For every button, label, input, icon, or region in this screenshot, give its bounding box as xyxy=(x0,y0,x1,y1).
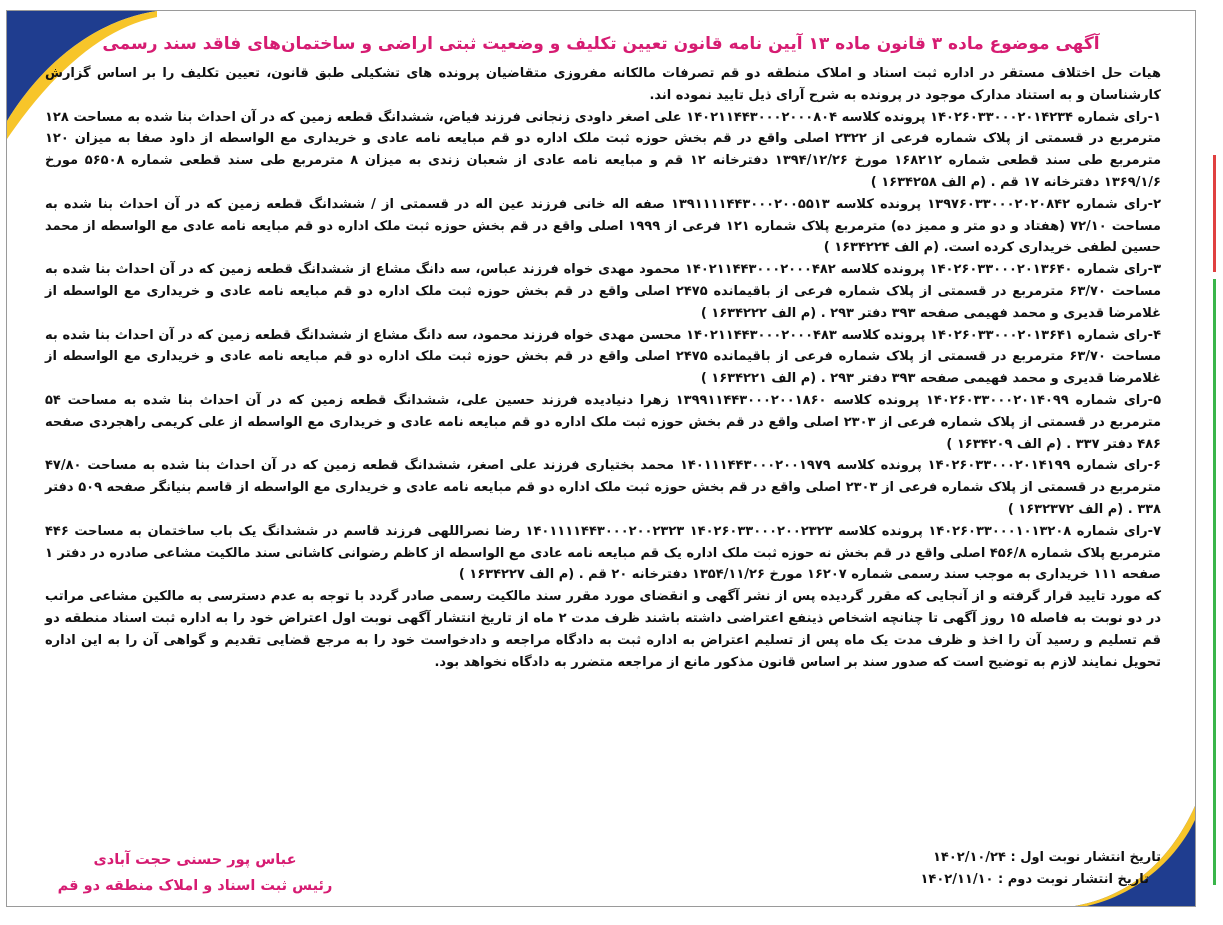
signatory-position: رئیس ثبت اسناد و املاک منطقه دو قم xyxy=(57,878,333,894)
notice-body xyxy=(45,63,1161,673)
ruling-2: ۲-رای شماره ۱۳۹۷۶۰۳۳۰۰۰۲۰۲۰۸۴۲ پرونده کلاسه ۱۳۹۱۱۱۱۴۴۳۰۰۰۲۰۰۵۵۱۳ صفه اله خانی فرزند عین اله در قسمتی از / ششدانگ قطعه زمین که در آن احداث بنا شده به مساحت ۷۲/۱۰ (هفتاد و دو متر و ممیز ده) مترمربع پلاک شماره ۱۲۱ فرعی از ۱۹۹۹ اصلی واقع در قم بخش حوزه ثبت ملک اداره دو قم مبایعه نامه عادی مع الواسطه از محمد حسین لطفی خریداری کرده است. (م الف ۱۶۳۴۲۲۴ ) xyxy=(45,196,1162,256)
ruling-4: ۴-رای شماره ۱۴۰۲۶۰۳۳۰۰۰۲۰۱۳۶۴۱ پرونده کلاسه ۱۴۰۲۱۱۴۴۳۰۰۰۲۰۰۰۴۸۳ محسن مهدی خواه فرزند محمود، سه دانگ مشاع از ششدانگ قطعه زمین که در آن احداث بنا شده به مساحت ۶۳/۷۰ مترمربع در قسمتی از پلاک شماره فرعی از باقیمانده ۲۴۷۵ اصلی واقع در قم بخش حوزه ثبت ملک اداره دو قم مبایعه نامه عادی و خریداری مع الواسطه از غلامرضا قدیری و محمد فهیمی صفحه ۳۹۳ دفتر ۲۹۳ . (م الف ۱۶۳۴۲۲۱ ) xyxy=(45,327,1161,387)
legal-notice xyxy=(6,10,1196,907)
ruling-6: ۶-رای شماره ۱۴۰۲۶۰۳۳۰۰۰۲۰۱۴۱۹۹ پرونده کلاسه ۱۴۰۱۱۱۴۴۳۰۰۰۲۰۰۱۹۷۹ محمد بختیاری فرزند علی اصغر، ششدانگ قطعه زمین که در آن احداث بنا شده به مساحت ۴۷/۸۰ مترمربع در قسمتی از پلاک شماره فرعی از ۲۳۰۳ اصلی واقع در قم بخش حوزه ثبت ملک اداره دو قم مبایعه نامه عادی و خریداری مع الواسطه از قاسم بنیانگر صفحه ۵۰۹ دفتر ۳۳۸ . (م الف ۱۶۳۲۳۷۲ ) xyxy=(45,458,1162,517)
publication-dates xyxy=(461,847,1161,891)
ruling-3: ۳-رای شماره ۱۴۰۲۶۰۳۳۰۰۰۲۰۱۳۶۴۰ پرونده کلاسه ۱۴۰۲۱۱۴۴۳۰۰۰۲۰۰۰۴۸۲ محمود مهدی خواه فرزند عباس، سه دانگ مشاع از ششدانگ قطعه زمین که در آن احداث بنا شده به مساحت ۶۳/۷۰ مترمربع در قسمتی از پلاک شماره فرعی از باقیمانده ۲۴۷۵ اصلی واقع در قم بخش حوزه ثبت ملک اداره دو قم مبایعه نامه عادی و خریداری مع الواسطه از غلامرضا قدیری و محمد فهیمی صفحه ۳۹۳ دفتر ۲۹۳ . (م الف ۱۶۳۴۲۲۲ ) xyxy=(45,262,1162,321)
signature-block xyxy=(45,847,345,899)
notice-footer xyxy=(45,841,1161,901)
signatory-name: عباس پور حسنی حجت آبادی xyxy=(93,852,297,868)
first-publication-date: تاریخ انتشار نوبت اول : ۱۴۰۲/۱۰/۲۴ xyxy=(932,850,1161,865)
ruling-7: ۷-رای شماره ۱۴۰۲۶۰۳۳۰۰۰۱۰۱۳۲۰۸ پرونده کلاسه ۱۴۰۲۶۰۳۳۰۰۰۲۰۰۲۳۲۳ ۱۴۰۱۱۱۱۴۴۳۰۰۰۲۰۰۲۳۲۳ رضا نصراللهی فرزند قاسم در ششدانگ یک باب ساختمان به مساحت ۴۴۶ مترمربع پلاک شماره ۴۵۶/۸ اصلی واقع در قم بخش نه حوزه ثبت ملک اداره یک قم مبایعه نامه عادی مع الواسطه از کاظم رضوانی کاشانی سند مالکیت مشاعی صادره در دفتر ۱ صفحه ۱۱۱ خریداری به موجب سند رسمی شماره ۱۶۲۰۷ مورخ ۱۳۵۴/۱۱/۲۶ دفترخانه ۲۰ قم . (م الف ۱۶۳۴۲۲۷ ) xyxy=(45,523,1161,583)
second-publication-date: تاریخ انتشار نوبت دوم : ۱۴۰۲/۱۱/۱۰ xyxy=(920,872,1149,887)
side-color-strip xyxy=(1213,155,1216,885)
closing-paragraph: که مورد تایید قرار گرفته و از آنجایی که مقرر گردیده پس از نشر آگهی و انقضای مورد مقرر سند مالکیت رسمی صادر گردد با توجه به عدم دسترسی به مالکین مشاعی مراتب در دو نوبت به فاصله ۱۵ روز آگهی تا چنانچه اشخاص ذینفع اعتراضی داشته باشند ظرف مدت ۲ ماه از تاریخ انتشار آگهی نوبت اول اعتراض خود را به اداره ثبت اسناد منطقه دو قم تسلیم و رسید آن را اخذ و ظرف مدت یک ماه پس از تسلیم اعتراض به اداره ثبت به دادگاه مراجعه و دادخواست خود را به مرجع قضایی تقدیم و گواهی آن را به این اداره تحویل نمایند لازم به توضیح است که صدور سند بر اساس قانون مذکور مانع از مراجعه متضرر به دادگاه نخواهد بود. xyxy=(45,589,1162,670)
notice-title: آگهی موضوع ماده ۳ قانون ماده ۱۳ آیین نامه قانون تعیین تکلیف و وضعیت ثبتی اراضی و ساختمان‌های فاقد سند رسمی xyxy=(102,34,1100,54)
ruling-1: ۱-رای شماره ۱۴۰۲۶۰۳۳۰۰۰۲۰۱۴۲۳۴ پرونده کلاسه ۱۴۰۲۱۱۴۴۳۰۰۰۲۰۰۰۸۰۴ علی اصغر داودی زنجانی فرزند فیاض، ششدانگ قطعه زمین که در آن احداث بنا شده به مساحت ۱۲۸ مترمربع در قسمتی از پلاک شماره فرعی از ۲۳۲۲ اصلی واقع در قم بخش حوزه ثبت ملک اداره دو قم مبایعه نامه عادی و خریداری مع الواسطه از داود صفا به میزان ۱۲۰ مترمربع طی سند قطعی شماره ۱۶۸۲۱۲ مورخ ۱۳۹۴/۱۲/۲۶ دفترخانه ۱۲ قم و مبایعه نامه عادی از شعبان زندی به میزان ۸ مترمربع طی سند قطعی شماره ۵۶۵۰۸ مورخ ۱۳۶۹/۱/۶ دفترخانه ۱۷ قم . (م الف ۱۶۳۴۲۵۸ ) xyxy=(45,109,1162,190)
ruling-5: ۵-رای شماره ۱۴۰۲۶۰۳۳۰۰۰۲۰۱۴۰۹۹ پرونده کلاسه ۱۳۹۹۱۱۴۴۳۰۰۰۲۰۰۱۸۶۰ زهرا دنیادیده فرزند حسین علی، ششدانگ قطعه زمین که در آن احداث بنا شده به مساحت ۵۴ مترمربع در قسمتی از پلاک شماره فرعی از ۲۳۰۳ اصلی واقع در قم بخش حوزه ثبت ملک اداره دو قم مبایعه نامه عادی و خریداری مع الواسطه از علی کریمی راهجردی صفحه ۴۸۶ دفتر ۳۳۷ . (م الف ۱۶۳۴۲۰۹ ) xyxy=(45,392,1162,452)
intro-paragraph: هیات حل اختلاف مستقر در اداره ثبت اسناد و املاک منطقه دو قم تصرفات مالکانه مفروزی متقاضیان پرونده های تشکیلی طبق قانون، تعیین تکلیف را بر اساس گزارش کارشناسان و به استناد مدارک موجود در پرونده به شرح آرای ذیل تایید نموده اند. xyxy=(45,66,1161,103)
